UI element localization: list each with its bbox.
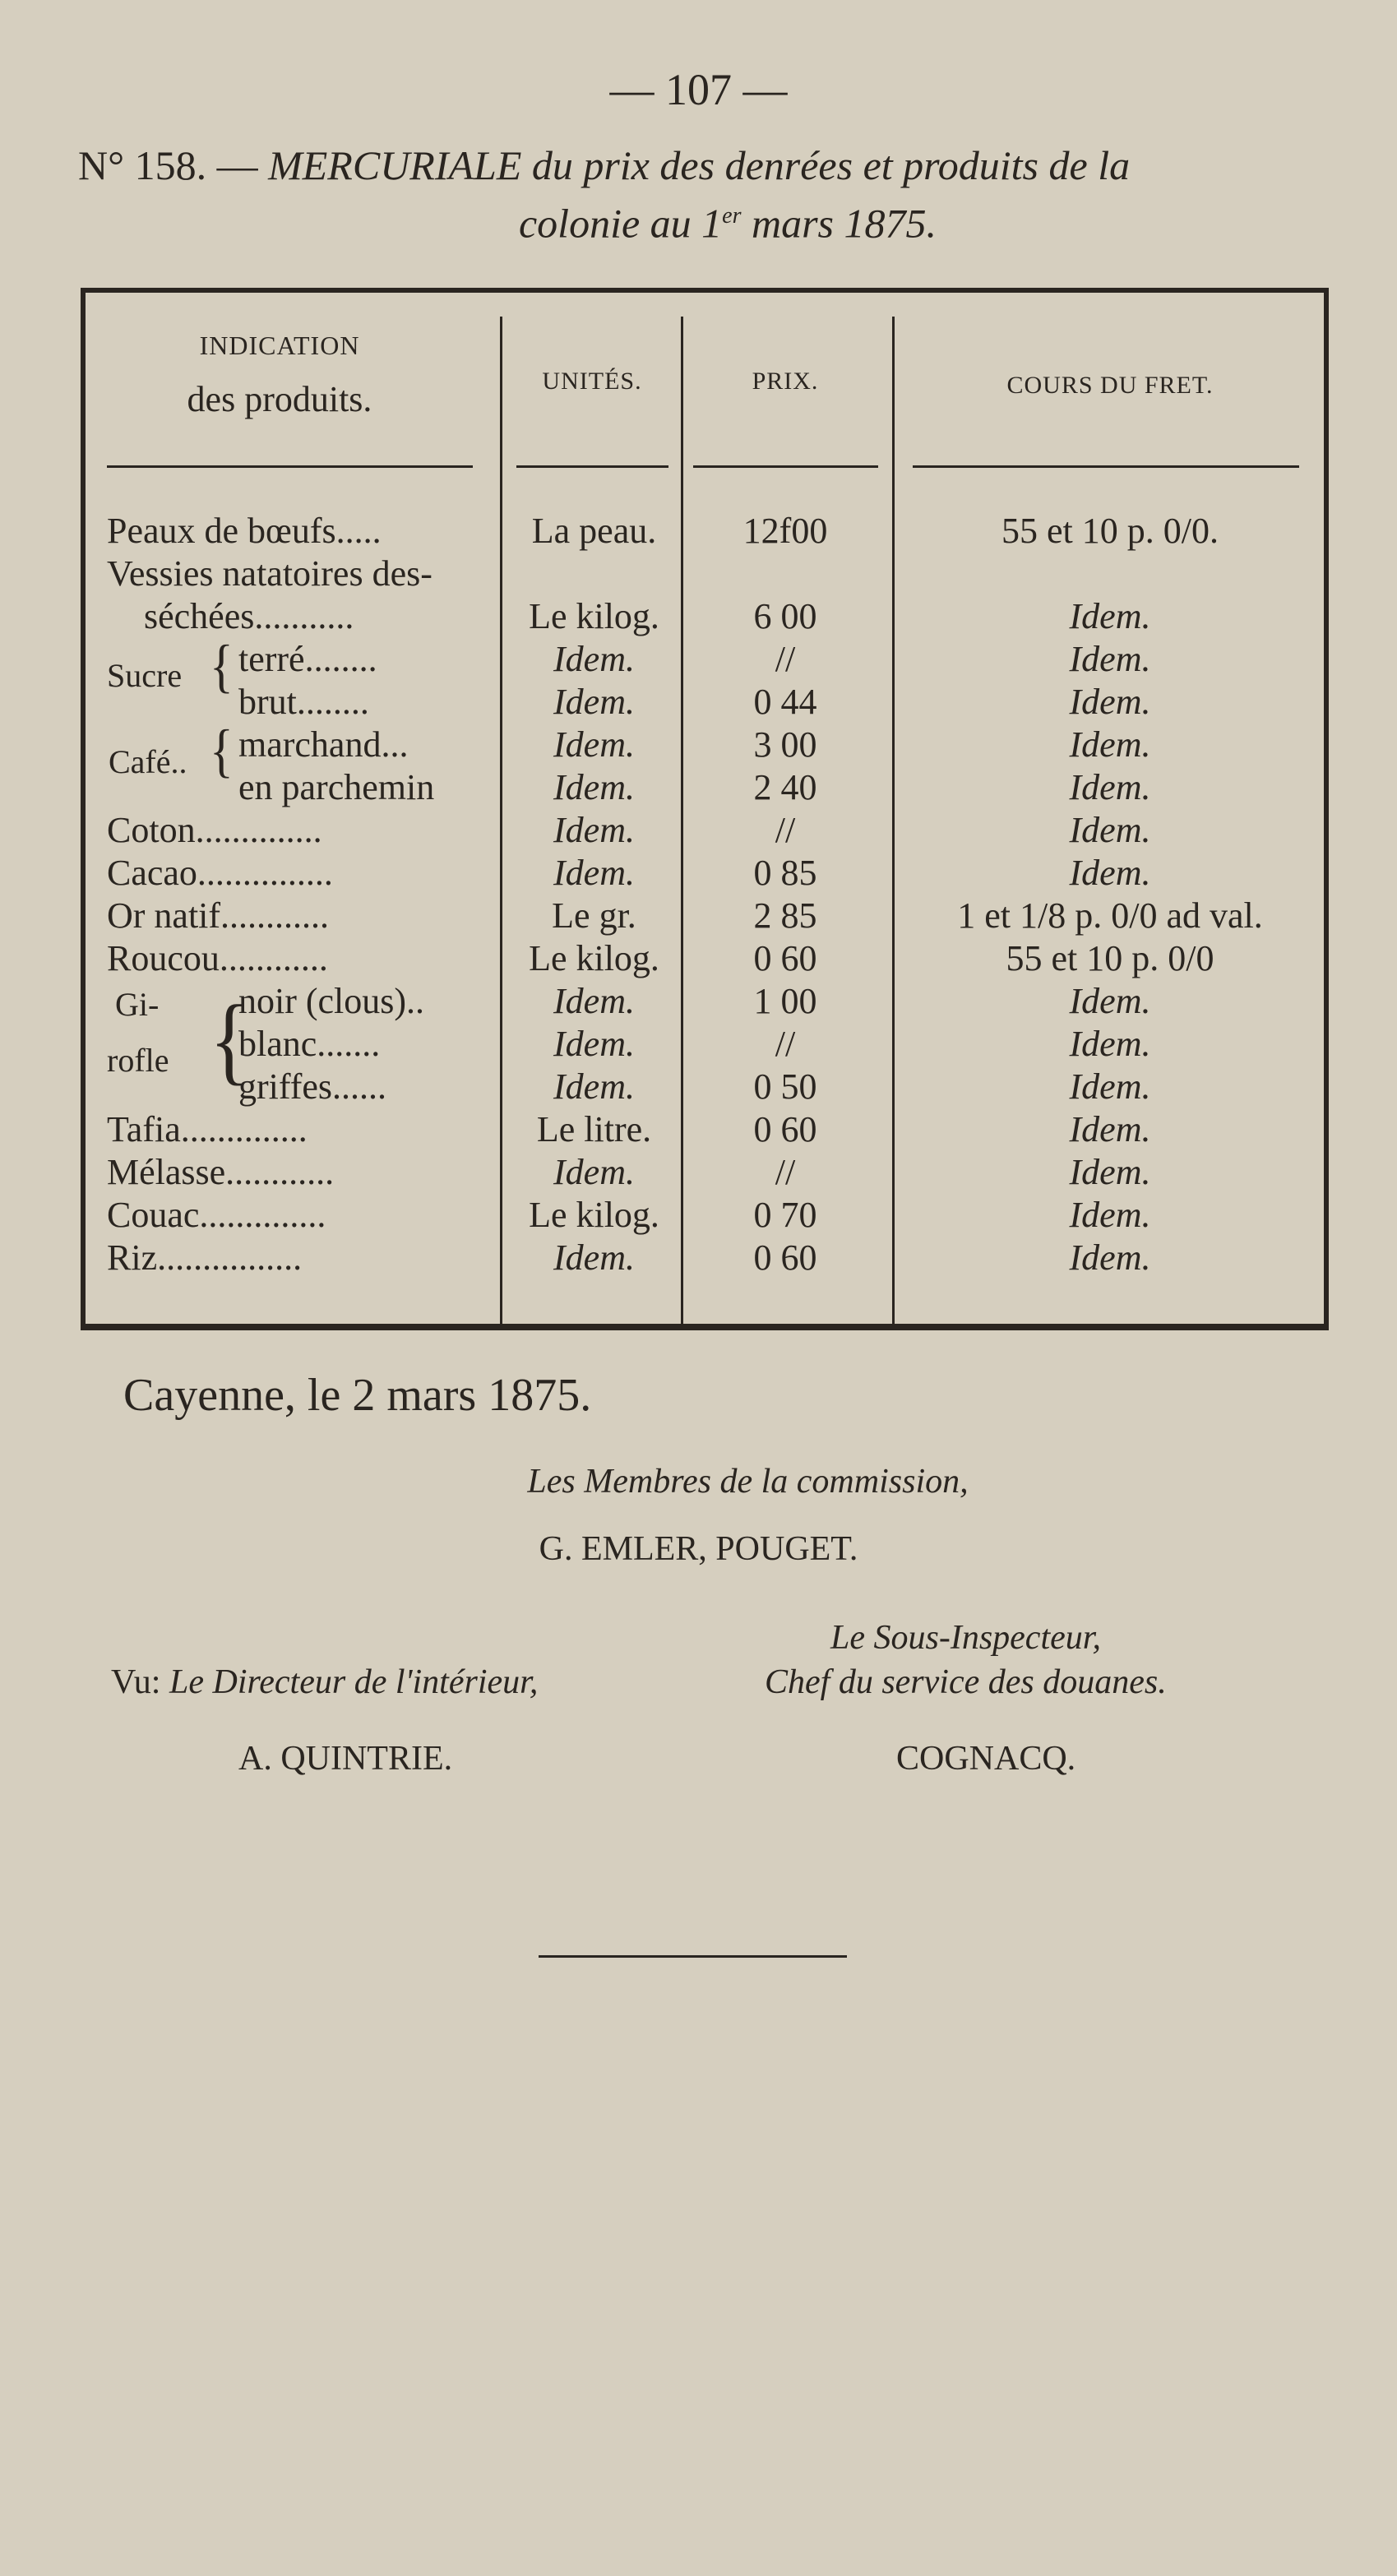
freight-cell: Idem. xyxy=(1069,1024,1151,1064)
signature-cognacq: COGNACQ. xyxy=(896,1740,1076,1778)
unit-cell: La peau. xyxy=(531,511,657,551)
freight-cell: Idem. xyxy=(1069,682,1151,722)
product-cell: marchand... xyxy=(238,724,409,765)
unit-cell: Le gr. xyxy=(552,895,636,936)
product-cell: blanc....... xyxy=(238,1024,381,1064)
price-cell: 0 60 xyxy=(753,1237,817,1278)
price-cell: 0 50 xyxy=(753,1066,817,1107)
unit-cell: Le kilog. xyxy=(529,938,659,978)
table-row xyxy=(0,937,1397,980)
table-row xyxy=(0,553,1397,595)
product-cell: terré........ xyxy=(238,639,377,679)
table-row xyxy=(0,1237,1397,1279)
header-rule xyxy=(516,465,668,468)
unit-cell: Le litre. xyxy=(536,1109,652,1149)
freight-cell: Idem. xyxy=(1069,853,1151,893)
product-cell: Mélasse............ xyxy=(107,1152,335,1192)
table-row xyxy=(0,895,1397,937)
group-label-girofle-2: rofle xyxy=(107,1042,169,1079)
table-row xyxy=(0,595,1397,638)
page-number: — 107 — xyxy=(609,65,788,114)
product-cell: griffes...... xyxy=(238,1066,387,1107)
freight-cell: Idem. xyxy=(1069,981,1151,1021)
product-cell: Roucou............ xyxy=(107,938,328,978)
product-cell: Peaux de bœufs..... xyxy=(107,511,382,551)
table-row xyxy=(0,1151,1397,1194)
unit-cell: Le kilog. xyxy=(529,596,659,636)
table-row xyxy=(0,1108,1397,1151)
unit-cell: Idem. xyxy=(553,682,635,722)
product-cell: Riz................ xyxy=(107,1237,303,1278)
product-cell: Couac.............. xyxy=(107,1195,326,1235)
product-cell: Cacao............... xyxy=(107,853,333,893)
freight-cell: Idem. xyxy=(1069,596,1151,636)
price-cell: 0 60 xyxy=(753,1109,817,1149)
unit-cell: Idem. xyxy=(553,1066,635,1107)
table-row xyxy=(0,510,1397,553)
freight-cell: 55 et 10 p. 0/0 xyxy=(1006,938,1214,978)
freight-cell: Idem. xyxy=(1069,767,1151,807)
unit-cell: Idem. xyxy=(553,767,635,807)
price-cell: 0 85 xyxy=(753,853,817,893)
price-cell: 3 00 xyxy=(753,724,817,765)
price-cell: 2 40 xyxy=(753,767,817,807)
heading-number: N° 158. — xyxy=(78,142,258,188)
unit-cell: Idem. xyxy=(553,724,635,765)
header-price: PRIX. xyxy=(752,368,819,395)
unit-cell: Idem. xyxy=(553,981,635,1021)
unit-cell: Idem. xyxy=(553,1152,635,1192)
price-cell: // xyxy=(775,1024,796,1064)
price-cell: 6 00 xyxy=(753,596,817,636)
vu-title: Le Directeur de l'intérieur, xyxy=(169,1663,539,1701)
product-cell: Vessies natatoires des- xyxy=(107,553,433,594)
vu-prefix: Vu: xyxy=(111,1663,161,1701)
product-cell: brut........ xyxy=(238,682,369,722)
freight-cell: Idem. xyxy=(1069,1066,1151,1107)
document-heading xyxy=(78,140,1344,249)
product-cell: Or natif............ xyxy=(107,895,330,936)
price-cell: 0 60 xyxy=(753,938,817,978)
place-date: Cayenne, le 2 mars 1875. xyxy=(123,1370,592,1421)
freight-cell: Idem. xyxy=(1069,1109,1151,1149)
group-label-girofle-1: Gi- xyxy=(115,986,160,1023)
unit-cell: Idem. xyxy=(553,1024,635,1064)
heading-title-line1: MERCURIALE du prix des denrées et produits de la xyxy=(268,142,1131,188)
heading-date-prefix: colonie au 1 xyxy=(518,200,723,247)
chef-douanes-label: Chef du service des douanes. xyxy=(765,1663,1167,1701)
brace: { xyxy=(210,633,234,699)
table-row xyxy=(0,852,1397,895)
unit-cell: Idem. xyxy=(553,853,635,893)
header-freight: COURS DU FRET. xyxy=(1006,372,1214,399)
freight-cell: Idem. xyxy=(1069,724,1151,765)
product-cell: Tafia.............. xyxy=(107,1109,308,1149)
freight-cell: Idem. xyxy=(1069,1195,1151,1235)
header-rule xyxy=(693,465,878,468)
unit-cell: Idem. xyxy=(553,810,635,850)
product-cell: Coton.............. xyxy=(107,810,322,850)
header-product-line1: INDICATION xyxy=(199,331,360,360)
header-rule xyxy=(107,465,473,468)
sous-inspecteur-label: Le Sous-Inspecteur, xyxy=(830,1619,1101,1657)
table-row xyxy=(0,1194,1397,1237)
header-units: UNITÉS. xyxy=(542,368,642,395)
unit-cell: Idem. xyxy=(553,1237,635,1278)
price-cell: 0 70 xyxy=(753,1195,817,1235)
group-label-cafe: Café.. xyxy=(109,743,187,780)
price-cell: // xyxy=(775,1152,796,1192)
signature-quintrie: A. QUINTRIE. xyxy=(238,1740,453,1778)
product-cell: noir (clous).. xyxy=(238,981,425,1021)
brace: { xyxy=(210,984,249,1094)
freight-cell: 1 et 1/8 p. 0/0 ad val. xyxy=(957,895,1263,936)
header-product-line2: des produits. xyxy=(187,379,372,419)
group-label-sucre: Sucre xyxy=(107,657,183,694)
commission-label: Les Membres de la commission, xyxy=(527,1463,969,1501)
freight-cell: Idem. xyxy=(1069,1152,1151,1192)
heading-date-suffix: mars 1875. xyxy=(741,200,937,247)
product-cell: en parchemin xyxy=(238,767,435,807)
table-row xyxy=(0,809,1397,852)
product-cell: séchées........... xyxy=(144,596,354,636)
freight-cell: Idem. xyxy=(1069,810,1151,850)
heading-date-sup: er xyxy=(722,203,742,229)
price-cell: // xyxy=(775,810,796,850)
price-cell: // xyxy=(775,639,796,679)
unit-cell: Idem. xyxy=(553,639,635,679)
heading-title-line2 xyxy=(78,191,1344,249)
price-cell: 1 00 xyxy=(753,981,817,1021)
price-cell: 12f00 xyxy=(742,511,828,551)
freight-cell: Idem. xyxy=(1069,639,1151,679)
price-cell: 2 85 xyxy=(753,895,817,936)
freight-cell: Idem. xyxy=(1069,1237,1151,1278)
price-cell: 0 44 xyxy=(753,682,817,722)
end-rule xyxy=(539,1955,847,1958)
freight-cell: 55 et 10 p. 0/0. xyxy=(1001,511,1219,551)
brace: { xyxy=(210,718,234,784)
vu-line xyxy=(111,1663,538,1702)
header-rule xyxy=(913,465,1299,468)
commission-signers: G. EMLER, POUGET. xyxy=(539,1530,858,1568)
unit-cell: Le kilog. xyxy=(529,1195,659,1235)
